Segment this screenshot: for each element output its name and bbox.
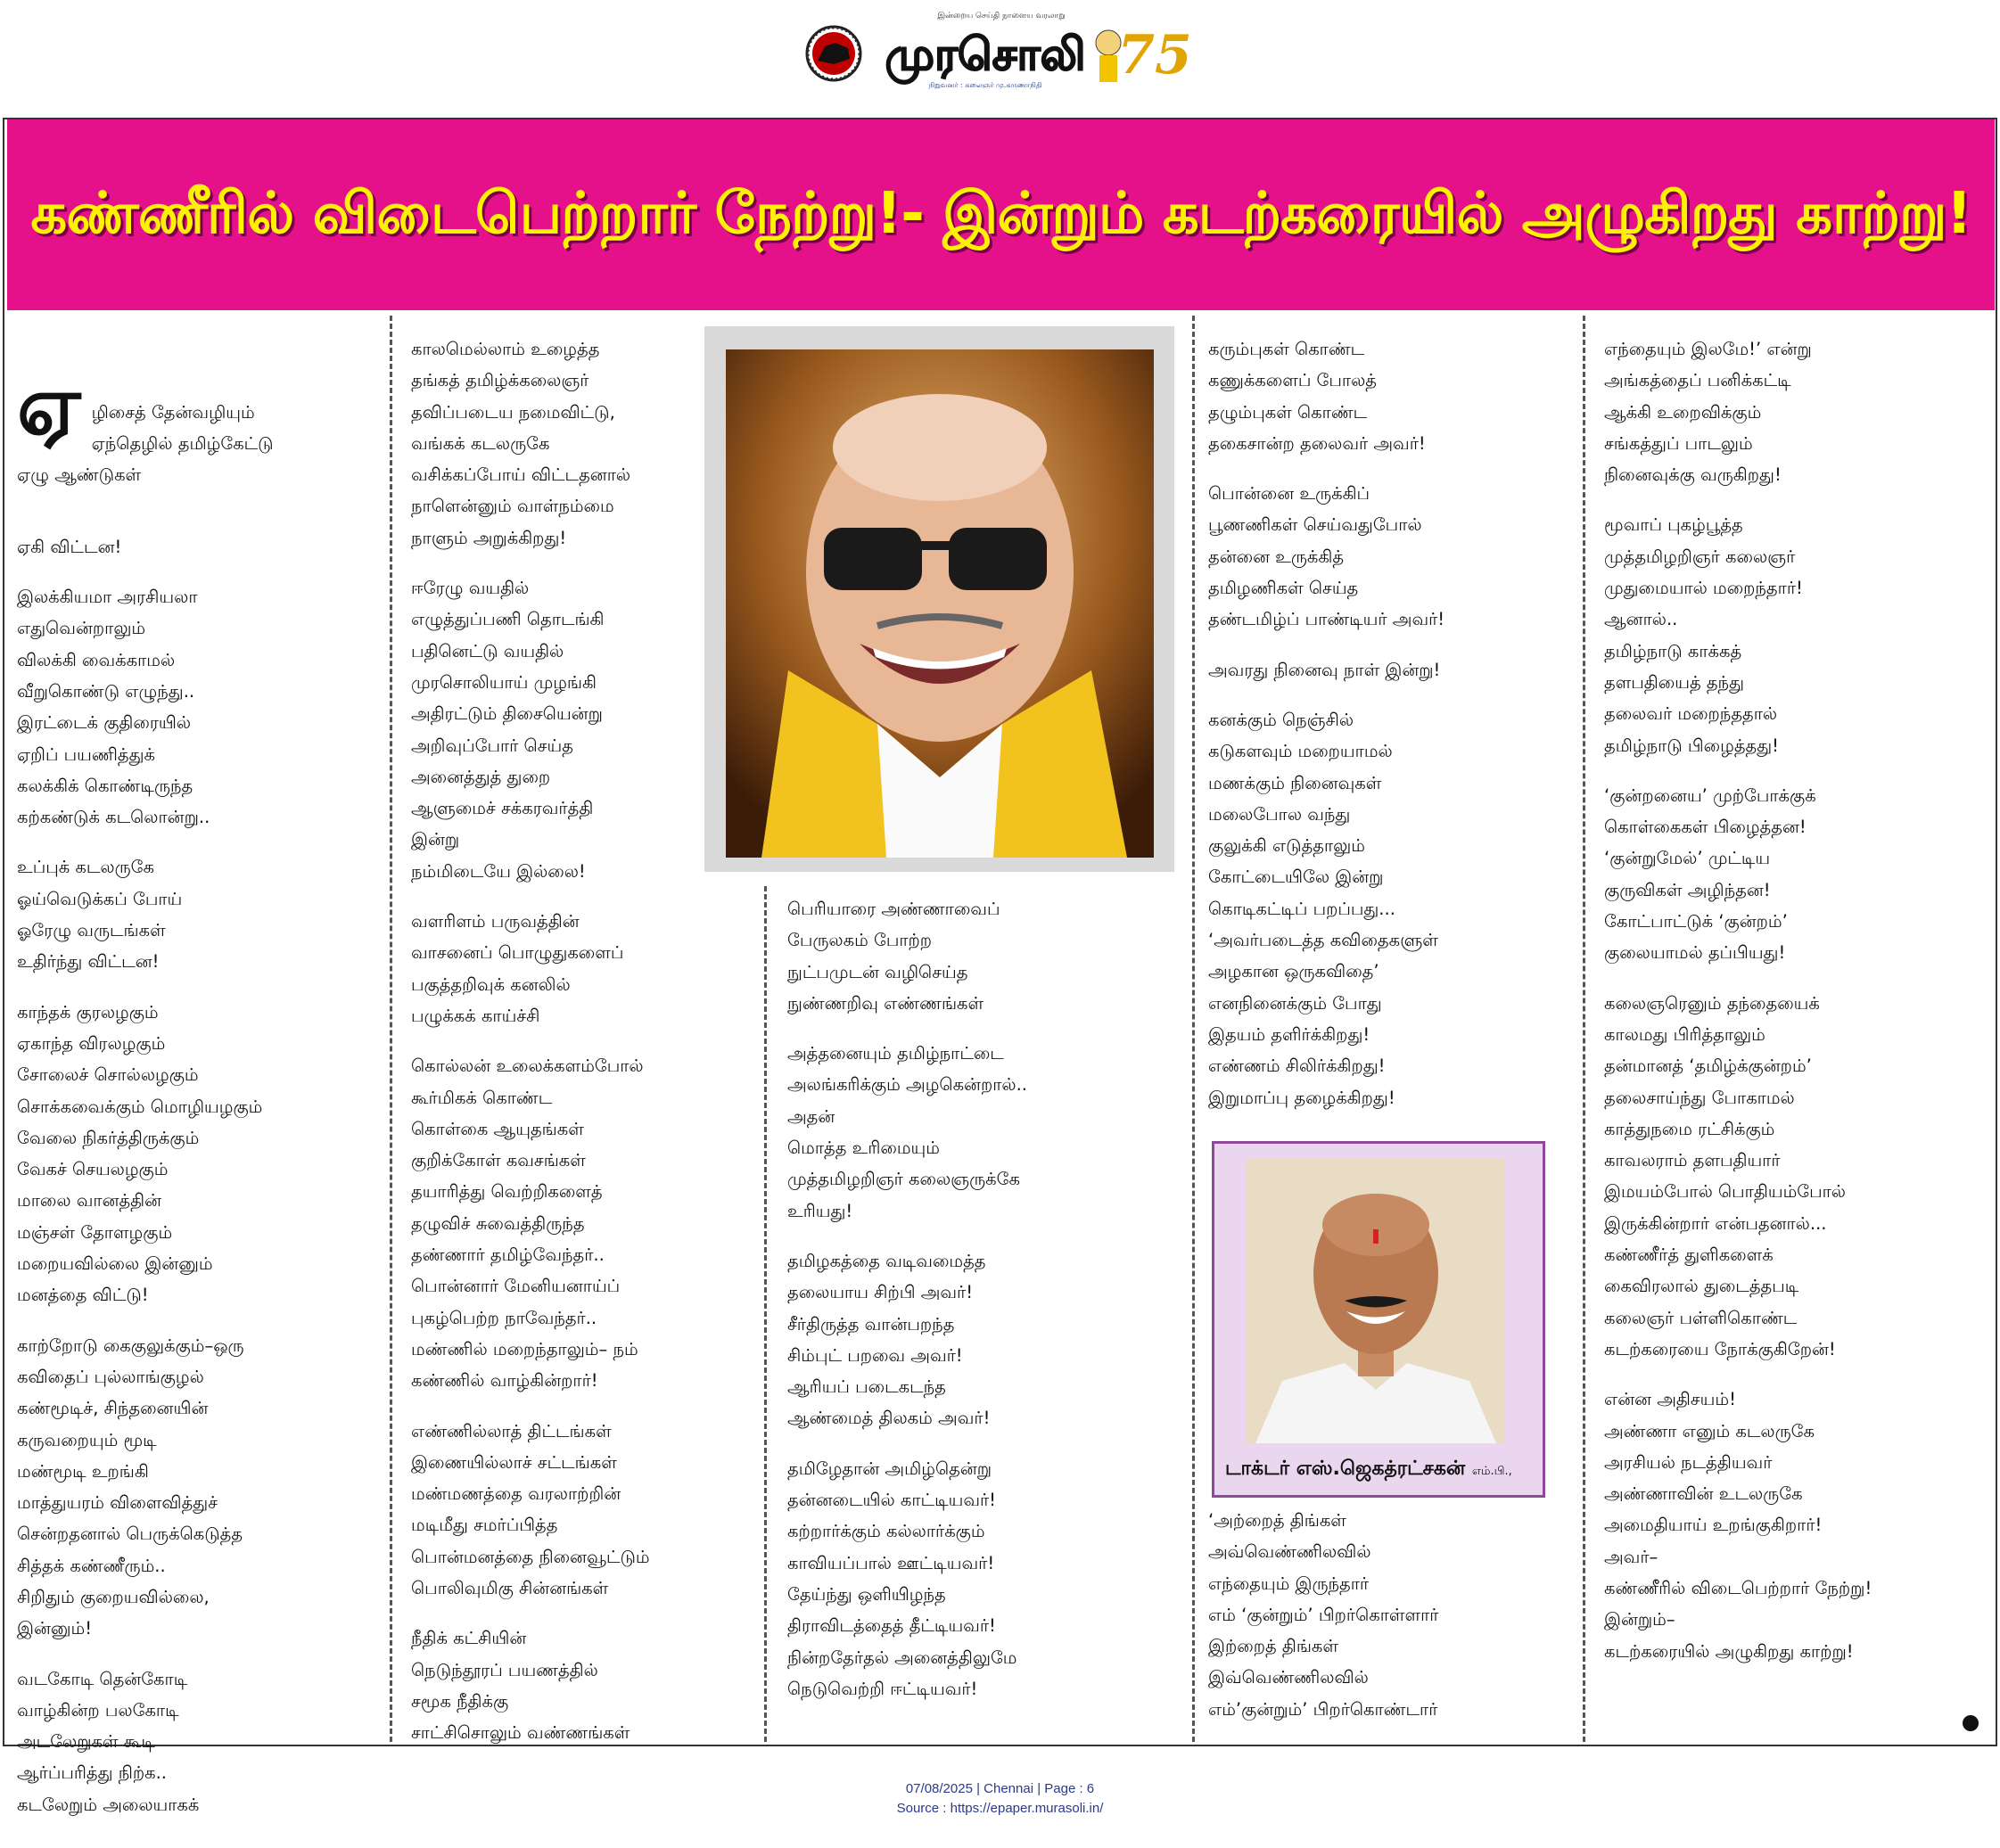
col1-intro-tail: ஏகி விட்டன! (17, 536, 122, 557)
dropcap: ஏ (17, 357, 81, 454)
stanza: கலைஞரெனும் தந்தையைக் காலமது பிரித்தாலும் தன்மானத் ‘தமிழ்க்குன்றம்’ தலைசாய்ந்து போகாமல் காத்துநமை ரட்சிக்கும் காவலராம் தளபதியார் இமயம்போல் பொதியம்போல் இருக்கின்றார் என்பதனால்... கண்ணீர்த் துளிகளைக் கைவிரலால் துடைத்தபடி கலைஞர் பள்ளிகொண்ட கடற்கரையை நோக்குகிறேன்! (1604, 992, 1846, 1359)
stanza: அத்தனையும் தமிழ்நாட்டை அலங்கரிக்கும் அழகென்றால்.. அதன் மொத்த உரிமையும் முத்தமிழறிஞர் கலைஞருக்கே உரியது! (787, 1043, 1027, 1221)
stanza: மூவாப் புகழ்பூத்த முத்தமிழறிஞர் கலைஞர் முதுமையால் மறைந்தார்! ஆனால்.. தமிழ்நாடு காக்கத் தளபதியைத் தந்து தலைவர் மறைந்ததால் தமிழ்நாடு பிழைத்தது! (1604, 514, 1803, 756)
headline: கண்ணீரில் விடைபெற்றார் நேற்று!- இன்றும் கடற்கரையில் அழுகிறது காற்று! (30, 181, 1971, 247)
stanza: ஈரேழு வயதில் எழுத்துப்பணி தொடங்கி பதினெட்டு வயதில் முரசொலியாய் முழங்கி அதிரட்டும் திசையென்று அறிவுப்போர் செய்த அனைத்துத் துறை ஆளுமைச் சக்கரவர்த்தி இன்று நம்மிடையே இல்லை! (411, 578, 605, 882)
stanza: பொன்னை உருக்கிப் பூணணிகள் செய்வதுபோல் தன்னை உருக்கித் தமிழணிகள் செய்த தண்டமிழ்ப் பாண்டியர் அவர்! (1208, 483, 1445, 630)
column-3 (787, 893, 1180, 1723)
column-rule (390, 316, 392, 1742)
stanza: வடகோடி தென்கோடி வாழ்கின்ற பலகோடி அடலேறுகள் கூடி ஆர்ப்பரித்து நிற்க.. கடலேறும் அலையாகக் (17, 1668, 200, 1815)
stanza: வளரிளம் பருவத்தின் வாசனைப் பொழுதுகளைப் பகுத்தறிவுக் கனலில் பழுக்கக் காய்ச்சி (411, 911, 624, 1026)
main-photo-frame (704, 326, 1174, 872)
footer-source-link[interactable]: Source : https://epaper.murasoli.in/ (896, 1801, 1104, 1816)
anniversary-number: 75 (1117, 24, 1192, 86)
column-4 (1208, 333, 1574, 1132)
stanza: அவரது நினைவு நாள் இன்று! (1208, 659, 1441, 680)
author-portrait (1247, 1158, 1505, 1443)
column-5 (1604, 333, 1979, 1686)
author-caption (1225, 1458, 1512, 1483)
masthead (0, 0, 2000, 98)
stanza: எண்ணில்லாத் திட்டங்கள் இணையில்லாச் சட்டங்கள் மண்மணத்தை வரலாற்றின் மடிமீது சமர்ப்பித்த பொன்மனத்தை நினைவூட்டும் பொலிவுமிகு சின்னங்கள் (411, 1420, 650, 1598)
end-mark-icon (1963, 1715, 1979, 1731)
stanza: கனக்கும் நெஞ்சில் கடுகளவும் மறையாமல் மணக்கும் நினைவுகள் மலைபோல வந்து குலுக்கி எடுத்தாலும் கோட்டையிலே இன்று கொடிகட்டிப் பறப்பது... ‘அவர்படைத்த கவிதைகளுள் அழகான ஒருகவிதை’ எனநினைக்கும் போது இதயம் தளிர்க்கிறது! எண்ணம் சிலிர்க்கிறது! இறுமாப்பு தழைக்கிறது! (1208, 709, 1438, 1108)
stanza: உப்புக் கடலருகே ஓய்வெடுக்கப் போய் ஓரேழு வருடங்கள் உதிர்ந்து விட்டன! (17, 857, 183, 973)
stanza: நீதிக் கட்சியின் நெடுந்தூரப் பயணத்தில் சமூக நீதிக்கு சாட்சிசொலும் வண்ணங்கள் (411, 1628, 630, 1744)
stanza: காலமெல்லாம் உழைத்த தங்கத் தமிழ்க்கலைஞர் தவிப்படைய நமைவிட்டு, வங்கக் கடலருகே வசிக்கப்போய் விட்டதனால் நாளென்னும் வாள்நம்மை நாளும் அறுக்கிறது! (411, 339, 631, 548)
stanza: ‘அற்றைத் திங்கள் அவ்வெண்ணிலவில் எந்தையும் இருந்தார் எம் ‘குன்றும்’ பிறர்கொள்ளார் இற்றைத் திங்கள் இவ்வெண்ணிலவில் எம்’குன்றும்’ பிறர்கொண்டார் (1208, 1510, 1439, 1720)
stanza: இலக்கியமா அரசியலா எதுவென்றாலும் விலக்கி வைக்காமல் வீறுகொண்டு எழுந்து.. இரட்டைக் குதிரையில் ஏறிப் பயணித்துக் கலக்கிக் கொண்டிருந்த கற்கண்டுக் கடலொன்று.. (17, 587, 210, 828)
author-photo-frame (1212, 1141, 1545, 1498)
author-suffix: எம்.பி., (1471, 1465, 1512, 1478)
masthead-logo-text: முரசொலி (885, 29, 1086, 80)
founder-line: நிறுவனர் : கலைஞர் மு.கருணாநிதி (928, 81, 1042, 89)
column-1 (17, 333, 383, 1839)
stanza: தமிழேதான் அமிழ்தென்று தன்னடையில் காட்டியவர்! கற்றார்க்கும் கல்லார்க்கும் காவியப்பால் ஊட்டியவர்! தேய்ந்து ஒளியிழந்த திராவிடத்தைத் தீட்டியவர்! நின்றதேர்தல் அனைத்திலுமே நெடுவெற்றி ஈட்டியவர்! (787, 1458, 1017, 1699)
masthead-tagline: இன்றைய செய்தி நாளைய வரலாறு (937, 12, 1066, 21)
author-name: டாக்டர் எஸ்.ஜெகத்ரட்சகன் (1225, 1458, 1466, 1480)
kalaignar-portrait (726, 349, 1154, 858)
stanza: கரும்புகள் கொண்ட கணுக்களைப் போலத் தழும்புகள் கொண்ட தகைசான்ற தலைவர் அவர்! (1208, 339, 1426, 454)
stanza: கொல்லன் உலைக்களம்போல் கூர்மிகக் கொண்ட கொள்கை ஆயுதங்கள் குறிக்கோள் கவசங்கள் தயாரித்து வெற்றிகளைத் தழுவிச் சுவைத்திருந்த தண்ணார் தமிழ்வேந்தர்.. பொன்னார் மேனியனாய்ப் புகழ்பெற்ற நாவேந்தர்.. மண்ணில் மறைந்தாலும்– நம் கண்ணில் வாழ்கின்றார்! (411, 1055, 644, 1392)
footer-date-line: 07/08/2025 | Chennai | Page : 6 (905, 1781, 1095, 1796)
column-rule (1192, 316, 1195, 1742)
column-4-continued (1208, 1505, 1574, 1744)
stanza: எந்தையும் இலமே!’ என்று அங்கத்தைப் பனிக்கட்டி ஆக்கி உறைவிக்கும் சங்கத்துப் பாடலும் நினைவுக்கு வருகிறது! (1604, 339, 1812, 486)
stanza: காந்தக் குரலழகும் ஏகாந்த விரலழகும் சோலைச் சொல்லழகும் சொக்கவைக்கும் மொழியழகும் வேலை நிகர்த்திருக்கும் வேகச் செயலழகும் மாலை வானத்தின் மஞ்சள் தோளழகும் மறையவில்லை இன்னும் மனத்தை விட்டு! (17, 1001, 263, 1306)
column-2 (411, 333, 679, 1767)
stanza: ‘குன்றனைய’ முற்போக்குக் கொள்கைகள் பிழைத்தன! ‘குன்றுமேல்’ முட்டிய குருவிகள் அழிந்தன! கோட்பாட்டுக் ‘குன்றம்’ குலையாமல் தப்பியது! (1604, 784, 1816, 964)
stanza: பெரியாரை அண்ணாவைப் பேருலகம் போற்ற நுட்பமுடன் வழிசெய்த நுண்ணறிவு எண்ணங்கள் (787, 899, 1000, 1014)
murasoli-logo (798, 7, 1204, 93)
stanza: என்ன அதிசயம்! அண்ணா எனும் கடலருகே அரசியல் நடத்தியவர் அண்ணாவின் உடலருகே அமைதியாய் உறங்குகிறார்! அவர்– கண்ணீரில் விடைபெற்றார் நேற்று! இன்றும்– கடற்கரையில் அழுகிறது காற்று! (1604, 1389, 1872, 1662)
stanza: காற்றோடு கைகுலுக்கும்–ஒரு கவிதைப் புல்லாங்குழல் கண்மூடிச், சிந்தனையின் கருவறையும் மூடி மண்மூடி உறங்கி மாத்துயரம் விளைவித்துச் சென்றதனால் பெருக்கெடுத்த சித்தக் கண்ணீரும்.. சிறிதும் குறையவில்லை, இன்னும்! (17, 1335, 244, 1639)
stanza: தமிழகத்தை வடிவமைத்த தலையாய சிற்பி அவர்! சீர்திருத்த வான்பறந்த சிம்புட் பறவை அவர்! ஆரியப் படைகடந்த ஆண்மைத் திலகம் அவர்! (787, 1250, 991, 1429)
column-rule (1583, 316, 1585, 1742)
col1-intro: ழிசைத் தேன்வழியும் ஏந்தெழில் தமிழ்கேட்டு ஏழு ஆண்டுகள் (17, 401, 274, 486)
headline-band (7, 119, 1995, 310)
column-rule (764, 886, 767, 1742)
